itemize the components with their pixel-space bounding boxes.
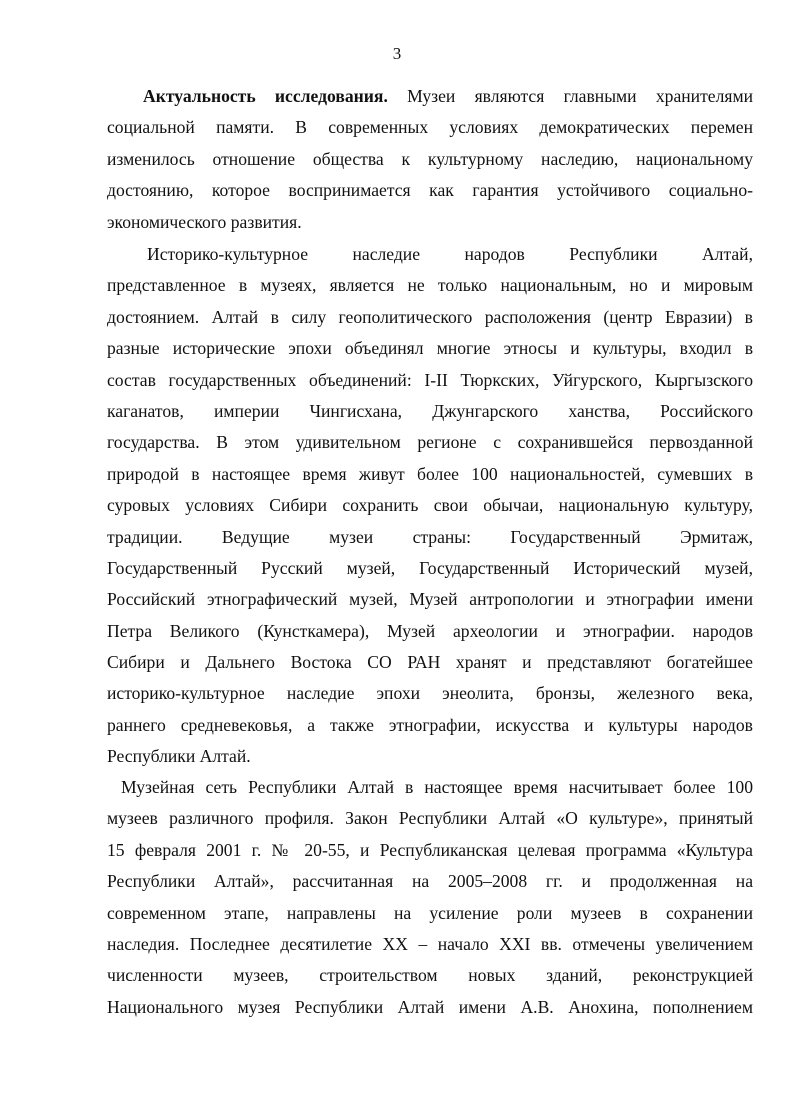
page-number: 3 [392,44,402,63]
paragraph-line: каганатов, империи Чингисхана, Джунгарского ханства, Российского [107,400,753,421]
paragraph-line: достоянием. Алтай в силу геополитического расположения (центр Евразии) в [107,306,753,327]
paragraph-line [107,81,753,112]
paragraph-line: Российский этнографический музей, Музей антропологии и этнографии имени [107,589,753,610]
paragraph-line: Национального музея Республики Алтай имени А.В. Анохина, пополнением [107,996,753,1017]
paragraph-line: экономического развития. [107,211,302,232]
paragraph-line: Сибири и Дальнего Востока СО РАН хранят и представляют богатейшее [107,652,753,673]
heading-continuation: Музеи являются главными хранителями [387,86,754,106]
paragraph-line: состав государственных объединений: I-II Тюркских, Уйгурского, Кыргызского [107,369,753,390]
paragraph-line: представленное в музеях, является не только национальным, но и мировым [107,275,753,296]
paragraph-line: 15 февраля 2001 г. № 20-55, и Республиканская целевая программа «Культура [107,839,753,860]
paragraph-line: раннего средневековья, а также этнографии, искусства и культуры народов [107,714,753,735]
paragraph-line: суровых условиях Сибири сохранить свои обычаи, национальную культуру, [107,495,753,516]
paragraph-line: разные исторические эпохи объединял многие этносы и культуры, входил в [107,338,753,359]
paragraph-line: социальной памяти. В современных условиях демократических перемен [107,117,753,138]
paragraph-line: Историко-культурное наследие народов Республики Алтай, [147,244,753,264]
paragraph-line: музеев различного профиля. Закон Республики Алтай «О культуре», принятый [107,808,753,829]
paragraph-line: историко-культурное наследие эпохи энеолита, бронзы, железного века, [107,683,753,704]
paragraph-line: Петра Великого (Кунсткамера), Музей археологии и этнографии. народов [107,620,753,641]
paragraph-line: государства. В этом удивительном регионе с сохранившейся первозданной [107,432,753,453]
paragraph-line: традиции. Ведущие музеи страны: Государственный Эрмитаж, [107,526,753,547]
paragraph-line: природой в настоящее время живут более 100 национальностей, сумевших в [107,463,753,484]
paragraph-heritage [107,239,753,773]
paragraph-line: изменилось отношение общества к культурному наследию, национальному [107,148,753,169]
paragraph-line: достоянию, которое воспринимается как гарантия устойчивого социально- [107,180,753,201]
paragraph-line: современном этапе, направлены на усиление роли музеев в сохранении [107,902,753,923]
paragraph-line: Музейная сеть Республики Алтай в настоящее время насчитывает более 100 [121,777,753,797]
section-heading-relevance: Актуальность исследования. [143,86,388,106]
paragraph-line: численности музеев, строительством новых зданий, реконструкцией [107,965,753,986]
paragraph-museum-network [107,772,753,1023]
paragraph-line: наследия. Последнее десятилетие XX – начало XXI вв. отмечены увеличением [107,933,753,954]
paragraph-relevance [107,81,753,238]
paragraph-line: Государственный Русский музей, Государственный Исторический музей, [107,557,753,578]
paragraph-line: Республики Алтай», рассчитанная на 2005–2008 гг. и продолженная на [107,871,753,892]
paragraph-line: Республики Алтай. [107,746,251,767]
